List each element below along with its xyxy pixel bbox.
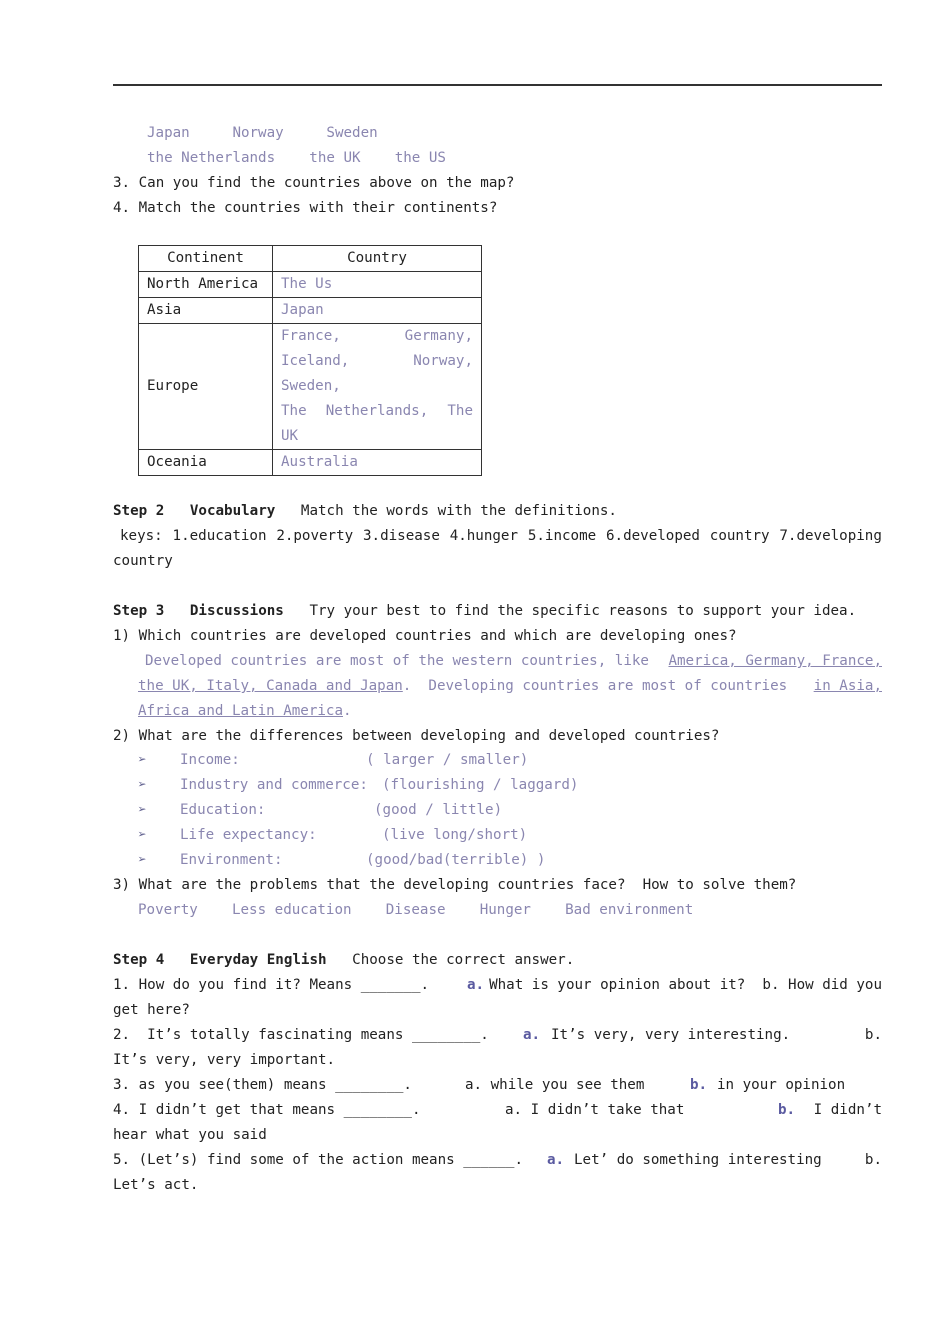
item-option: It’s very, very interesting. (551, 1027, 791, 1043)
table-row (139, 324, 482, 450)
key-word: 2.poverty (276, 528, 354, 544)
country-cell: The Us (273, 272, 482, 298)
item-4-wrap: hear what you said (113, 1127, 267, 1143)
country-word: the US (394, 150, 446, 166)
item-1 (113, 973, 882, 998)
step-instruction: Try your best to find the specific reasons to support your idea. (309, 603, 857, 619)
country-word: the Netherlands (147, 150, 276, 166)
answer-letter: b. (778, 1102, 796, 1118)
problems-line (138, 898, 693, 923)
key-word: country (709, 528, 770, 544)
step-label: Step 2 (113, 503, 165, 519)
answer-text: Developed countries are most of the western countries, like (145, 653, 649, 669)
step-title: Everyday English (189, 952, 327, 968)
item-option: I didn’t (813, 1102, 882, 1118)
diff-label: Industry and commerce: (180, 777, 368, 793)
country-word: The (447, 403, 473, 419)
diff-label: Environment: (180, 852, 283, 868)
step3-heading (113, 599, 856, 624)
answer-1-line-1 (145, 649, 882, 674)
diff-item (138, 748, 529, 773)
diff-value: (flourishing / laggard) (382, 777, 579, 793)
answer-letter: a. (467, 977, 485, 993)
item-question: 3. as you see(them) means ________. (113, 1077, 412, 1093)
question-3: 3. Can you find the countries above on the map? (113, 175, 515, 191)
table-row (139, 272, 482, 298)
country-word: Sweden, (281, 378, 341, 394)
step3-q1: 1) Which countries are developed countries and which are developing ones? (113, 628, 737, 644)
item-option: Let’ do something interesting (574, 1152, 822, 1168)
key-word: 3.disease (363, 528, 440, 544)
country-word: The (281, 403, 307, 419)
item-question: 1. How do you find it? Means _______. (113, 977, 430, 993)
continent-cell: North America (139, 272, 273, 298)
keys-line (113, 524, 882, 549)
answer-text: . (343, 703, 352, 719)
problem-word: Disease (385, 902, 446, 918)
country-word: Norway, (413, 353, 473, 369)
country-word: Japan (147, 125, 190, 141)
step-label: Step 4 (113, 952, 165, 968)
diff-value: ( larger / smaller) (366, 752, 529, 768)
item-2 (113, 1023, 882, 1048)
country-cell: Japan (273, 298, 482, 324)
problem-word: Hunger (479, 902, 531, 918)
answer-text: . Developing countries are most of countries (402, 678, 788, 694)
keys-wrap: country (113, 553, 173, 569)
item-question: 4. I didn’t get that means ________. (113, 1102, 421, 1118)
arrow-bullet-icon: ➢ (138, 752, 147, 768)
step-title: Discussions (189, 603, 284, 619)
answer-underlined: in Asia, (813, 678, 882, 694)
table-header: Country (273, 246, 482, 272)
arrow-bullet-icon: ➢ (138, 802, 147, 818)
question-4: 4. Match the countries with their continents? (113, 200, 498, 216)
item-4 (113, 1098, 882, 1123)
diff-label: Income: (180, 752, 240, 768)
countries-line-2 (147, 146, 446, 171)
diff-label: Life expectancy: (180, 827, 317, 843)
country-cell: Australia (273, 450, 482, 476)
key-word: 7.developing (779, 528, 882, 544)
key-word: 1.education (172, 528, 267, 544)
step3-q2: 2) What are the differences between developing and developed countries? (113, 728, 720, 744)
keys-label: keys: (120, 528, 163, 544)
continent-cell: Asia (139, 298, 273, 324)
continent-cell: Europe (139, 324, 273, 450)
step3-q3: 3) What are the problems that the developing countries face? How to solve them? (113, 877, 797, 893)
item-option: a. while you see them (465, 1077, 645, 1093)
item-2-wrap: It’s very, very important. (113, 1052, 336, 1068)
problem-word: Less education (231, 902, 352, 918)
diff-item (138, 773, 579, 798)
item-option: in your opinion (717, 1077, 846, 1093)
table-header: Continent (139, 246, 273, 272)
answer-underlined: Africa and Latin America (138, 703, 343, 719)
item-1-wrap: get here? (113, 1002, 190, 1018)
answer-1-line-3 (138, 699, 352, 724)
item-option: a. I didn’t take that (505, 1102, 685, 1118)
answer-letter: b. (690, 1077, 708, 1093)
continent-table (138, 245, 482, 476)
country-word: Norway (232, 125, 284, 141)
step4-heading (113, 948, 574, 973)
country-word: France, (281, 328, 341, 344)
problem-word: Bad environment (565, 902, 694, 918)
diff-value: (good/bad(terrible) ) (366, 852, 546, 868)
table-row (139, 298, 482, 324)
key-word: 4.hunger (449, 528, 519, 544)
step-label: Step 3 (113, 603, 165, 619)
country-word: the UK (309, 150, 361, 166)
diff-item (138, 798, 503, 823)
answer-letter: a. (523, 1027, 541, 1043)
answer-letter: a. (547, 1152, 565, 1168)
country-word: Iceland, (281, 353, 350, 369)
key-word: 5.income (527, 528, 597, 544)
table-row (139, 450, 482, 476)
step-title: Vocabulary (189, 503, 276, 519)
answer-underlined: America, Germany, France, (668, 653, 882, 669)
arrow-bullet-icon: ➢ (138, 777, 147, 793)
item-5 (113, 1148, 882, 1173)
countries-line-1 (147, 121, 378, 146)
step-instruction: Choose the correct answer. (352, 952, 575, 968)
header-rule (113, 84, 882, 86)
arrow-bullet-icon: ➢ (138, 852, 147, 868)
table-header-row (139, 246, 482, 272)
diff-value: (good / little) (374, 802, 503, 818)
problem-word: Poverty (138, 902, 198, 918)
item-option-letter: b. (864, 1152, 882, 1168)
item-option-letter: b. (864, 1027, 882, 1043)
answer-1-line-2 (138, 674, 882, 699)
step2-heading (113, 499, 617, 524)
country-word: Netherlands, (325, 403, 429, 419)
diff-label: Education: (180, 802, 266, 818)
country-word: Germany, (404, 328, 473, 344)
diff-value: (live long/short) (382, 827, 528, 843)
arrow-bullet-icon: ➢ (138, 827, 147, 843)
item-question: 5. (Let’s) find some of the action means ______. (113, 1152, 523, 1168)
country-word: Sweden (326, 125, 378, 141)
item-3 (113, 1073, 882, 1098)
diff-item (138, 823, 528, 848)
answer-underlined: the UK, Italy, Canada and Japan (138, 678, 403, 694)
item-question: 2. It’s totally fascinating means ________. (113, 1027, 489, 1043)
continent-cell: Oceania (139, 450, 273, 476)
step-instruction: Match the words with the definitions. (300, 503, 617, 519)
diff-item (138, 848, 546, 873)
country-cell (273, 324, 482, 450)
item-5-wrap: Let’s act. (113, 1177, 199, 1193)
item-options: What is your opinion about it? b. How did you (489, 977, 882, 993)
key-word: 6.developed (606, 528, 700, 544)
country-word: UK (281, 428, 299, 444)
